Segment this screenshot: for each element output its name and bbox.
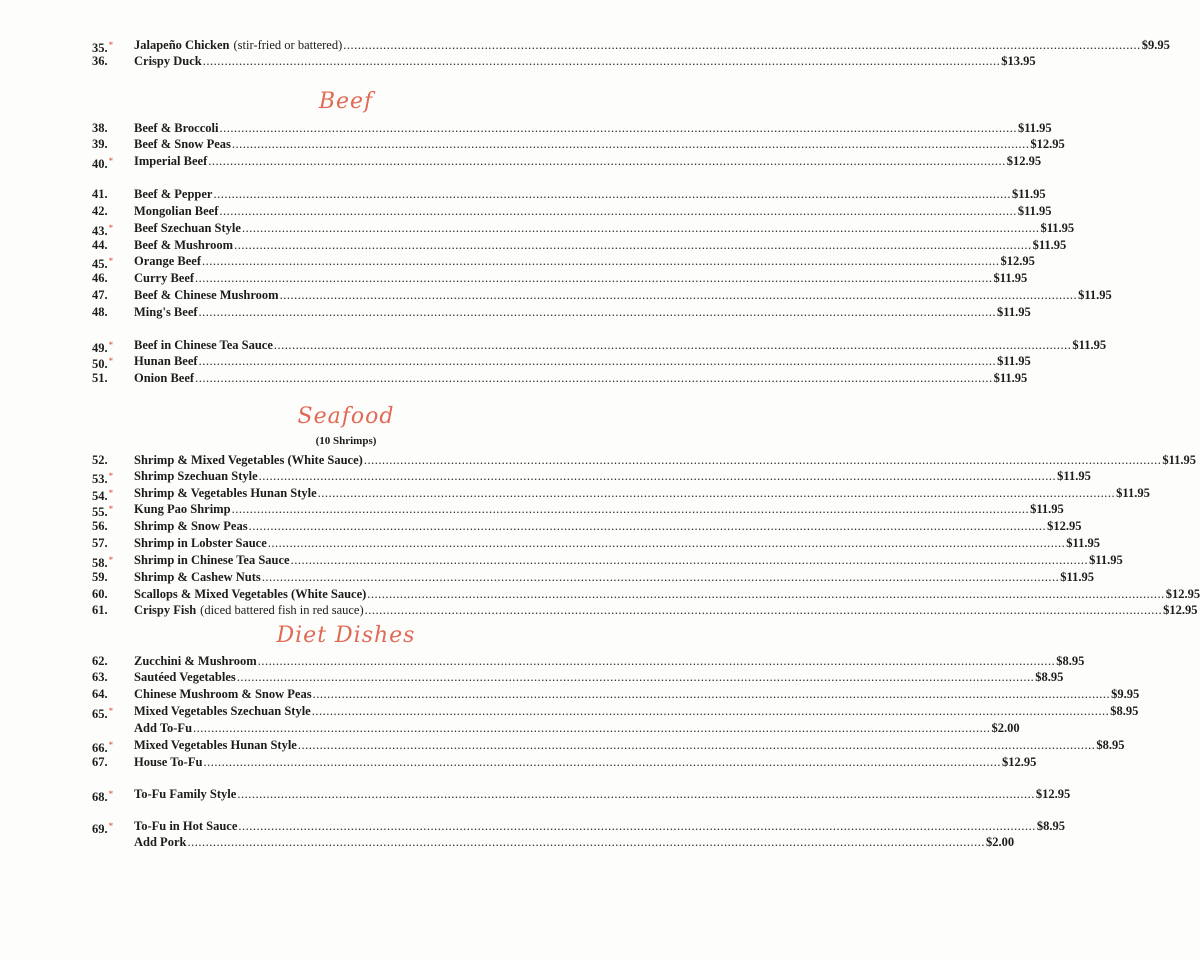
item-number [92, 586, 108, 603]
item-number [92, 754, 108, 771]
item-number-text: 57. [92, 536, 108, 550]
menu-item [0, 703, 1139, 721]
item-price: $8.95 [1035, 670, 1064, 684]
item-price: $11.95 [997, 354, 1031, 368]
item-number [92, 136, 108, 153]
item-name: Mixed Vegetables Szechuan Style [134, 704, 311, 718]
dot-leader: ............................................................................................................................................................................................................................ [238, 819, 1036, 833]
dot-leader: ............................................................................................................................................................................................................................ [231, 502, 1030, 516]
menu-item [0, 270, 1028, 287]
item-price: $11.95 [1032, 238, 1067, 252]
item-price: $2.00 [991, 721, 1020, 735]
menu-item [0, 669, 1064, 686]
item-line [134, 353, 1031, 370]
dot-leader: ............................................................................................................................................................................................................................ [219, 121, 1017, 135]
item-number [92, 686, 108, 703]
item-name: House To-Fu [134, 755, 203, 769]
item-name: Beef & Broccoli [134, 121, 219, 135]
item-price: $12.95 [1006, 154, 1042, 168]
menu-item [0, 452, 1196, 469]
item-name: Crispy Duck [134, 54, 202, 68]
item-number [92, 786, 113, 806]
item-line [134, 203, 1052, 220]
item-price: $12.95 [1163, 603, 1198, 617]
item-line [134, 754, 1037, 771]
item-name: Scallops & Mixed Vegetables (White Sauce) [134, 587, 367, 601]
item-price: $11.95 [1089, 553, 1123, 567]
dot-leader: ............................................................................................................................................................................................................................ [248, 519, 1047, 533]
menu-item [0, 834, 1015, 851]
item-line [134, 669, 1064, 686]
dot-leader: ............................................................................................................................................................................................................................ [257, 654, 1056, 668]
item-price: $11.95 [1017, 204, 1052, 218]
item-name: Kung Pao Shrimp [134, 502, 231, 516]
dot-leader: ............................................................................................................................................................................................................................ [195, 371, 993, 385]
item-number-text: 44. [92, 238, 108, 252]
item-name: To-Fu in Hot Sauce [134, 819, 238, 833]
item-price: $8.95 [1096, 738, 1125, 752]
item-line [134, 337, 1107, 354]
item-line [134, 703, 1139, 720]
item-price: $11.95 [1116, 486, 1150, 500]
section-heading: Beef [318, 89, 374, 114]
item-name: Beef & Mushroom [134, 238, 234, 252]
menu-item [0, 818, 1066, 836]
dot-leader: ............................................................................................................................................................................................................................ [198, 354, 997, 368]
item-number-text: 41. [92, 187, 108, 201]
menu-item [0, 53, 1036, 70]
item-line [134, 287, 1112, 304]
item-line [134, 253, 1035, 270]
menu-item [0, 569, 1094, 586]
dot-leader: ............................................................................................................................................................................................................................ [258, 469, 1057, 483]
item-number [92, 452, 108, 469]
item-line [134, 834, 1015, 851]
spicy-star-icon: * [108, 340, 114, 350]
spicy-star-icon: * [108, 40, 114, 50]
item-number [92, 186, 108, 203]
item-number-text: 35. [92, 41, 108, 55]
item-name: Chinese Mushroom & Snow Peas [134, 687, 312, 701]
item-number [92, 287, 108, 304]
item-name: Jalapeño Chicken [134, 38, 230, 52]
dot-leader: ............................................................................................................................................................................................................................ [193, 721, 991, 735]
item-number [92, 203, 108, 220]
item-number-text: 55. [92, 505, 108, 519]
item-price: $12.95 [1000, 254, 1035, 268]
item-line [134, 818, 1066, 835]
menu-item [0, 501, 1064, 519]
dot-leader: ............................................................................................................................................................................................................................ [236, 670, 1035, 684]
dot-leader: ............................................................................................................................................................................................................................ [202, 254, 1000, 268]
item-price: $12.95 [1165, 587, 1200, 601]
item-line [134, 270, 1028, 287]
spicy-star-icon: * [108, 706, 114, 716]
dot-leader: ............................................................................................................................................................................................................................ [312, 687, 1111, 701]
item-name: Beef & Chinese Mushroom [134, 288, 279, 302]
item-line [134, 304, 1031, 321]
item-price: $9.95 [1141, 38, 1170, 52]
menu-item [0, 552, 1123, 570]
dot-leader: ............................................................................................................................................................................................................................ [202, 54, 1001, 68]
dot-leader: ............................................................................................................................................................................................................................ [297, 738, 1096, 752]
item-price: $9.95 [1111, 687, 1140, 701]
item-line [134, 501, 1064, 518]
item-number [92, 653, 108, 670]
menu-item [0, 370, 1028, 387]
item-line [134, 786, 1071, 803]
dot-leader: ............................................................................................................................................................................................................................ [231, 137, 1030, 151]
menu-item [0, 253, 1035, 271]
spicy-star-icon: * [108, 740, 114, 750]
menu-item [0, 754, 1037, 771]
item-number-text: 42. [92, 204, 108, 218]
menu-item [0, 468, 1091, 486]
item-line [134, 452, 1196, 469]
dot-leader: ............................................................................................................................................................................................................................ [208, 154, 1006, 168]
item-number-text: 54. [92, 489, 108, 503]
item-number-text: 45. [92, 257, 108, 271]
item-name: Beef Szechuan Style [134, 221, 241, 235]
item-number-text: 66. [92, 741, 108, 755]
item-number-text: 58. [92, 556, 108, 570]
item-line [134, 186, 1046, 203]
menu-item [0, 737, 1125, 755]
item-line [134, 485, 1150, 502]
item-price: $11.95 [1030, 502, 1064, 516]
item-number-text: 43. [92, 224, 108, 238]
menu-item [0, 220, 1075, 238]
item-line [134, 535, 1100, 552]
spicy-star-icon: * [108, 504, 114, 514]
item-number-text: 52. [92, 453, 108, 467]
spicy-star-icon: * [108, 356, 114, 366]
menu-item [0, 786, 1071, 804]
item-price: $8.95 [1110, 704, 1139, 718]
item-name: Mongolian Beef [134, 204, 219, 218]
item-price: $11.95 [1017, 121, 1052, 135]
dot-leader: ............................................................................................................................................................................................................................ [219, 204, 1017, 218]
menu-item [0, 287, 1112, 304]
item-number-text: 51. [92, 371, 108, 385]
item-number-text: 60. [92, 587, 108, 601]
item-price: $12.95 [1035, 787, 1071, 801]
item-price: $8.95 [1056, 654, 1085, 668]
menu-item [0, 304, 1031, 321]
item-number-text: 46. [92, 271, 108, 285]
item-number-text: 56. [92, 519, 108, 533]
item-price: $11.95 [1011, 187, 1046, 201]
item-number [92, 120, 108, 137]
item-number [92, 535, 108, 552]
menu-item [0, 337, 1107, 355]
dot-leader: ............................................................................................................................................................................................................................ [273, 338, 1072, 352]
item-number [92, 370, 108, 387]
item-line [134, 237, 1067, 254]
item-name: Ming's Beef [134, 305, 198, 319]
item-price: $8.95 [1036, 819, 1066, 833]
item-number-text: 38. [92, 121, 108, 135]
item-price: $11.95 [993, 271, 1028, 285]
item-line [134, 370, 1028, 387]
menu-item [0, 485, 1150, 503]
item-number [92, 270, 108, 287]
item-price: $13.95 [1001, 54, 1036, 68]
item-name: Beef & Snow Peas [134, 137, 231, 151]
dot-leader: ............................................................................................................................................................................................................................ [237, 787, 1035, 801]
menu-item [0, 203, 1052, 220]
spicy-star-icon: * [108, 555, 114, 565]
menu-item [0, 186, 1046, 203]
menu-item [0, 686, 1140, 703]
item-number-text: 64. [92, 687, 108, 701]
menu-item [0, 535, 1100, 552]
item-name: Shrimp in Chinese Tea Sauce [134, 553, 290, 567]
menu-item [0, 153, 1042, 171]
item-number-text: 69. [92, 822, 108, 836]
item-name: Shrimp & Vegetables Hunan Style [134, 486, 317, 500]
dot-leader: ............................................................................................................................................................................................................................ [198, 305, 997, 319]
item-name: Imperial Beef [134, 154, 208, 168]
section-heading: Diet Dishes [276, 623, 416, 648]
dot-leader: ............................................................................................................................................................................................................................ [343, 38, 1141, 52]
spicy-star-icon: * [108, 223, 114, 233]
item-price: $11.95 [1066, 536, 1100, 550]
item-name: Shrimp & Snow Peas [134, 519, 248, 533]
item-number [92, 669, 108, 686]
menu-item [0, 602, 1198, 619]
item-line [134, 720, 1020, 737]
item-price: $2.00 [985, 835, 1015, 849]
item-name: Shrimp Szechuan Style [134, 469, 258, 483]
dot-leader: ............................................................................................................................................................................................................................ [317, 486, 1116, 500]
item-number-text: 49. [92, 341, 108, 355]
item-name: Add Pork [134, 835, 187, 849]
item-number-text: 39. [92, 137, 108, 151]
menu-item [0, 136, 1065, 153]
item-note: (diced battered fish in red sauce) [200, 603, 364, 617]
item-number-text: 62. [92, 654, 108, 668]
item-line [134, 552, 1123, 569]
item-line [134, 220, 1075, 237]
item-line [134, 53, 1036, 70]
item-name: Zucchini & Mushroom [134, 654, 257, 668]
item-note: (stir-fried or battered) [233, 38, 343, 52]
item-name: Add To-Fu [134, 721, 193, 735]
item-price: $11.95 [1078, 288, 1112, 302]
spicy-star-icon: * [108, 821, 114, 831]
dot-leader: ............................................................................................................................................................................................................................ [267, 536, 1066, 550]
item-number [92, 518, 108, 535]
item-number-text: 36. [92, 54, 108, 68]
item-line [134, 586, 1200, 603]
menu-item [0, 653, 1085, 670]
dot-leader: ............................................................................................................................................................................................................................ [234, 238, 1032, 252]
item-name: Shrimp in Lobster Sauce [134, 536, 267, 550]
item-price: $12.95 [1001, 755, 1037, 769]
spicy-star-icon: * [108, 471, 114, 481]
item-price: $11.95 [1072, 338, 1107, 352]
item-number-text: 48. [92, 305, 108, 319]
spicy-star-icon: * [108, 156, 114, 166]
item-price: $11.95 [997, 305, 1031, 319]
dot-leader: ............................................................................................................................................................................................................................ [187, 835, 985, 849]
item-number-text: 40. [92, 157, 108, 171]
item-line [134, 37, 1170, 54]
section-heading: Seafood [297, 404, 395, 429]
spicy-star-icon: * [108, 488, 114, 498]
item-name: Sautéed Vegetables [134, 670, 236, 684]
menu-item [0, 518, 1082, 535]
menu-item [0, 353, 1031, 371]
spicy-star-icon: * [108, 789, 114, 799]
item-name: Beef in Chinese Tea Sauce [134, 338, 273, 352]
menu-item [0, 586, 1200, 603]
item-name: Crispy Fish [134, 603, 197, 617]
dot-leader: ............................................................................................................................................................................................................................ [213, 187, 1011, 201]
section-subtitle: (10 Shrimps) [315, 435, 377, 447]
item-name: Orange Beef [134, 254, 201, 268]
spicy-star-icon: * [108, 256, 114, 266]
item-price: $11.95 [1162, 453, 1196, 467]
item-name: Hunan Beef [134, 354, 198, 368]
dot-leader: ............................................................................................................................................................................................................................ [279, 288, 1078, 302]
item-number [92, 569, 108, 586]
item-number-text: 65. [92, 707, 108, 721]
item-price: $11.95 [1057, 469, 1091, 483]
item-name: To-Fu Family Style [134, 787, 237, 801]
item-price: $12.95 [1030, 137, 1065, 151]
item-number-text: 67. [92, 755, 108, 769]
item-line [134, 468, 1091, 485]
item-number [92, 304, 108, 321]
menu-item [0, 720, 1020, 737]
menu-item [0, 237, 1067, 254]
menu-item [0, 37, 1170, 55]
item-number [92, 153, 113, 173]
item-line [134, 737, 1125, 754]
item-line [134, 120, 1052, 137]
dot-leader: ............................................................................................................................................................................................................................ [261, 570, 1060, 584]
item-number [92, 53, 108, 70]
item-number-text: 59. [92, 570, 108, 584]
item-name: Onion Beef [134, 371, 195, 385]
dot-leader: ............................................................................................................................................................................................................................ [364, 603, 1163, 617]
item-line [134, 653, 1085, 670]
item-number [92, 237, 108, 254]
item-number-text: 68. [92, 790, 108, 804]
item-name: Mixed Vegetables Hunan Style [134, 738, 297, 752]
item-name: Curry Beef [134, 271, 195, 285]
item-line [134, 136, 1065, 153]
item-number-text: 53. [92, 472, 108, 486]
item-line [134, 153, 1042, 170]
item-number-text: 47. [92, 288, 108, 302]
item-number-text: 63. [92, 670, 108, 684]
dot-leader: ............................................................................................................................................................................................................................ [241, 221, 1040, 235]
item-line [134, 569, 1094, 586]
item-number-text: 50. [92, 357, 108, 371]
item-name: Shrimp & Mixed Vegetables (White Sauce) [134, 453, 363, 467]
dot-leader: ............................................................................................................................................................................................................................ [311, 704, 1110, 718]
item-number [92, 602, 108, 619]
dot-leader: ............................................................................................................................................................................................................................ [367, 587, 1165, 601]
item-name: Shrimp & Cashew Nuts [134, 570, 261, 584]
item-line [134, 602, 1198, 619]
item-line [134, 518, 1082, 535]
item-line [134, 686, 1140, 703]
item-price: $12.95 [1047, 519, 1082, 533]
dot-leader: ............................................................................................................................................................................................................................ [290, 553, 1089, 567]
menu-item [0, 120, 1052, 137]
item-price: $11.95 [1040, 221, 1075, 235]
item-name: Beef & Pepper [134, 187, 213, 201]
item-price: $11.95 [1060, 570, 1094, 584]
dot-leader: ............................................................................................................................................................................................................................ [203, 755, 1001, 769]
dot-leader: ............................................................................................................................................................................................................................ [195, 271, 993, 285]
item-number-text: 61. [92, 603, 108, 617]
dot-leader: ............................................................................................................................................................................................................................ [363, 453, 1162, 467]
item-price: $11.95 [993, 371, 1028, 385]
